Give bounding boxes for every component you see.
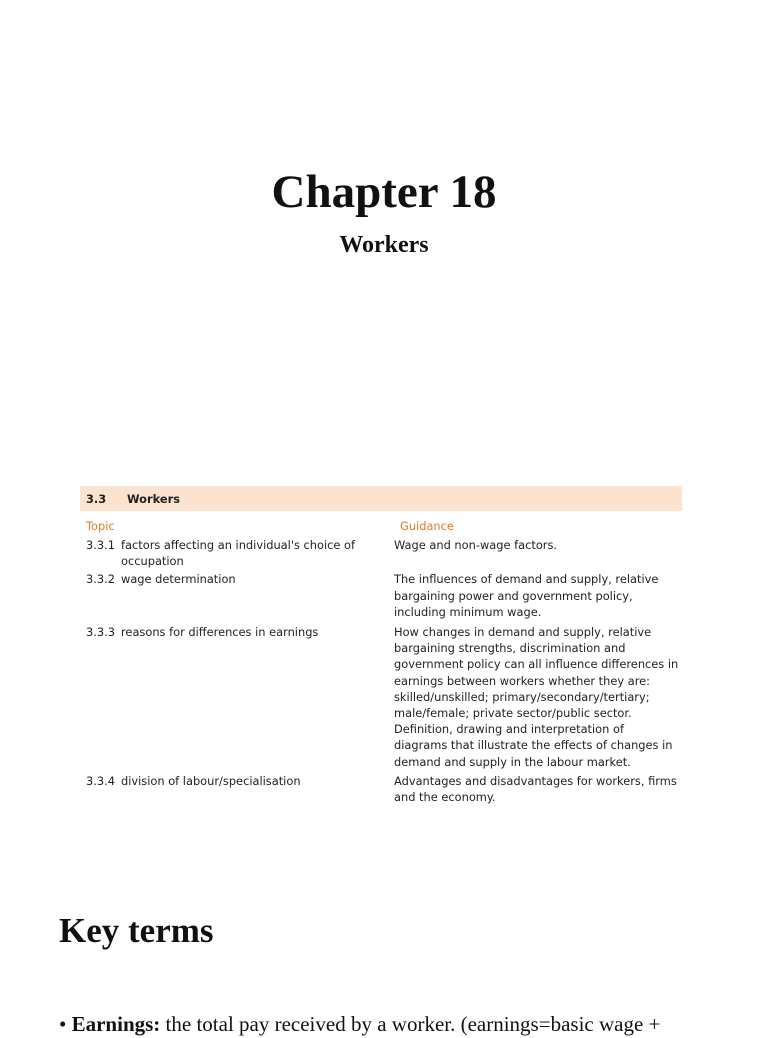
topic-column-header: Topic xyxy=(86,519,115,533)
key-term-item: • Earnings: the total pay received by a worker. (earnings=basic wage + xyxy=(59,1012,661,1036)
table-row xyxy=(80,773,682,805)
key-term-label: Earnings: xyxy=(71,1012,161,1036)
table-row xyxy=(80,624,682,770)
row-number: 3.3.3 xyxy=(86,625,115,640)
row-number: 3.3.1 xyxy=(86,538,115,552)
row-guidance: Advantages and disadvantages for workers, firms and the economy. xyxy=(394,773,677,805)
row-guidance: The influences of demand and supply, relative bargaining power and government policy, including minimum wage. xyxy=(394,572,659,619)
table-row xyxy=(80,537,682,569)
syllabus-table xyxy=(80,486,682,805)
chapter-subtitle: Workers xyxy=(339,232,429,258)
guidance-column-header: Guidance xyxy=(400,519,454,533)
table-row xyxy=(80,571,682,620)
chapter-title: Chapter 18 xyxy=(271,166,497,218)
row-number: 3.3.4 xyxy=(86,773,115,788)
key-terms-heading: Key terms xyxy=(59,911,214,950)
row-topic: reasons for differences in earnings xyxy=(121,625,319,640)
row-number: 3.3.2 xyxy=(86,572,115,587)
row-topic: division of labour/specialisation xyxy=(121,773,301,788)
key-term-definition: the total pay received by a worker. (earnings=basic wage + xyxy=(165,1012,661,1036)
row-topic: wage determination xyxy=(121,572,236,587)
row-guidance: How changes in demand and supply, relative bargaining strengths, discrimination and government policy can all influence differences in earnings between workers whether they are: skilled/unskilled; primary/secondary/tertiary; male/female; private sector/public sector. Definition, drawing and interpretation of diagrams that illustrate the effects of changes in demand and supply in the labour market. xyxy=(394,625,679,769)
row-guidance: Wage and non-wage factors. xyxy=(394,538,558,552)
row-topic: factors affecting an individual's choice of occupation xyxy=(121,538,355,569)
section-number: 3.3 xyxy=(86,491,107,506)
syllabus-section-header xyxy=(80,486,682,511)
section-title: Workers xyxy=(127,491,180,506)
column-headers xyxy=(80,515,682,537)
